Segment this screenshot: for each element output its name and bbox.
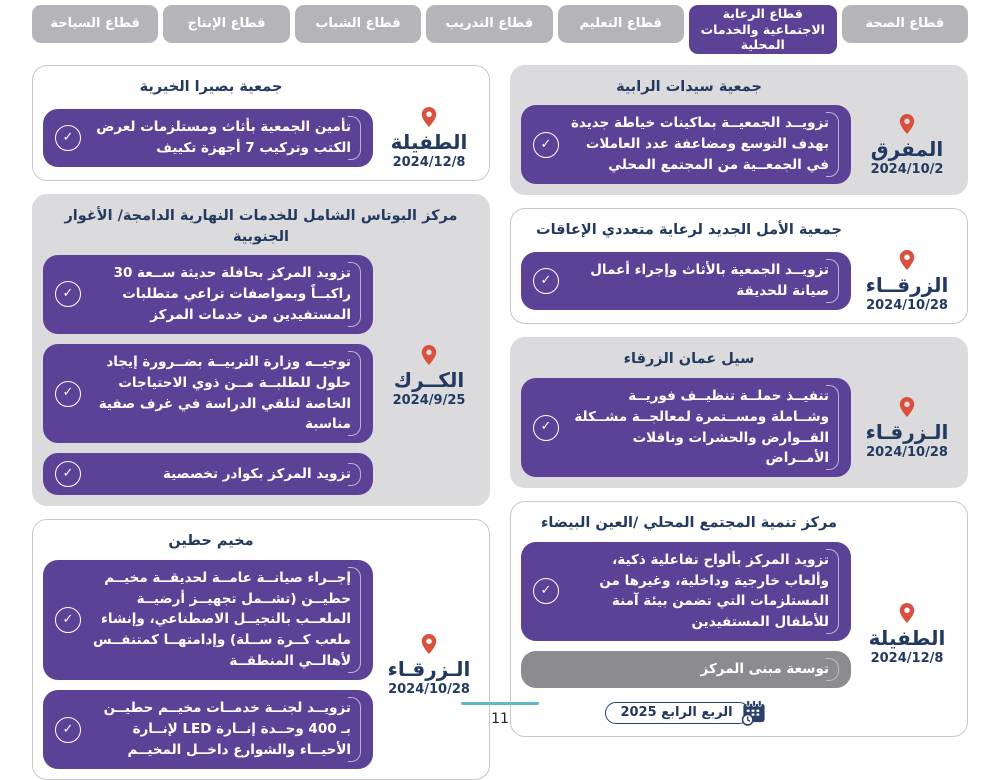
check-icon: ✓ <box>533 415 559 441</box>
project-card-new-hope-society <box>510 208 968 324</box>
location-pin-icon <box>419 632 439 656</box>
location-block <box>857 105 957 184</box>
location-pin-icon <box>897 112 917 136</box>
project-item <box>521 542 851 642</box>
location-block <box>379 105 479 170</box>
project-item-text: توجيــه وزارة التربيــة بضــرورة إيجاد حلول للطلبــة مــن ذوي الاحتياجات الخاصة لتلقي الدراسة في غرف صفية مناسبة <box>91 352 361 436</box>
right-column <box>510 65 968 737</box>
location-name: الـزرقـاء <box>865 420 949 444</box>
timeline-label: الربع الرابع 2025 <box>605 702 749 724</box>
tab-youth-sector[interactable]: قطاع الشباب <box>295 5 421 43</box>
footer-accent-line <box>461 702 539 705</box>
location-pin-icon <box>897 248 917 272</box>
check-icon: ✓ <box>55 281 81 307</box>
location-block <box>857 248 957 313</box>
location-name: الطفيلة <box>868 626 946 651</box>
card-title: سيل عمان الزرقاء <box>623 351 755 368</box>
tab-health-sector[interactable]: قطاع الصحة <box>842 5 968 43</box>
project-card-amman-zarqa-stream <box>510 337 968 488</box>
project-item-text: تنفيــذ حملــة تنظيــف فوريــة وشــاملة ومســتمرة لمعالجــة مشــكلة القــوارض والحشرات وناقلات الأمــراض <box>569 386 839 470</box>
calendar-clock-icon <box>740 699 767 726</box>
check-icon: ✓ <box>55 717 81 743</box>
check-icon: ✓ <box>533 132 559 158</box>
location-pin-icon <box>419 343 439 367</box>
location-name: الكــرك <box>393 367 465 392</box>
check-icon: ✓ <box>55 461 81 487</box>
project-item <box>43 453 373 495</box>
card-items <box>521 542 851 727</box>
check-icon: ✓ <box>55 125 81 151</box>
card-items <box>43 560 373 769</box>
card-items <box>43 105 373 170</box>
project-item-text: تزويــد الجمعية بالأثاث وإجراء أعمال صيانة للحديقة <box>569 260 839 302</box>
completion-date: 2024/10/2 <box>870 162 944 178</box>
page-footer <box>0 702 1000 727</box>
location-name: المفرق <box>870 137 944 162</box>
card-title: مركز تنمية المجتمع المحلي /العين البيضاء <box>540 515 838 532</box>
project-item-text: تزويد المركز بحافلة حديثة ســعة 30 راكبــاً وبمواصفات تراعي متطلبات المستفيدين من خدمات المركز <box>91 263 361 326</box>
project-item <box>43 255 373 334</box>
location-pin-icon <box>897 601 917 625</box>
tab-training-sector[interactable]: قطاع التدريب <box>426 5 552 43</box>
completion-date: 2024/12/8 <box>392 155 466 171</box>
tab-production-sector[interactable]: قطاع الإنتاج <box>163 5 289 43</box>
page-number: 11 <box>491 711 509 727</box>
check-icon: ✓ <box>533 268 559 294</box>
card-items <box>521 105 851 184</box>
location-block <box>379 560 479 769</box>
project-item <box>43 560 373 681</box>
location-block <box>857 378 957 478</box>
card-items <box>521 248 851 313</box>
completion-date: 2024/10/28 <box>866 298 948 314</box>
card-items <box>43 255 373 495</box>
project-item-text: تزويــد الجمعيــة بماكينات خياطة جديدة بهدف التوسع ومضاعفة عدد العاملات في الجمعــية من المجتمع المحلي <box>569 113 839 176</box>
project-item <box>43 344 373 444</box>
completion-date: 2024/9/25 <box>392 392 466 408</box>
content-area <box>0 54 1000 780</box>
card-title: جمعية الأمل الجديد لرعاية متعددي الإعاقات <box>536 222 842 239</box>
project-item-text: تزويد المركز بألواح تفاعلية ذكية، وألعاب خارجية وداخلية، وغيرها من المستلزمات التي تضمن بيئة آمنة للأطفال المستفيدين <box>569 550 839 634</box>
card-title: مركز البوتاس الشامل للخدمات النهارية الدامجة/ الأغوار الجنوبية <box>64 208 458 245</box>
card-title: جمعية بصيرا الخيرية <box>139 79 283 95</box>
check-icon: ✓ <box>533 578 559 604</box>
card-title: جمعية سيدات الرابية <box>616 79 762 95</box>
check-icon: ✓ <box>55 381 81 407</box>
completion-date: 2024/10/28 <box>388 681 470 697</box>
check-icon: ✓ <box>55 607 81 633</box>
project-item <box>521 105 851 184</box>
project-item-text: تأمين الجمعية بأثاث ومستلزمات لعرض الكتب وتركيب 7 أجهزة تكييف <box>91 117 361 159</box>
location-pin-icon <box>897 395 917 419</box>
project-item-text: إجــراء صيانــة عامــة لحديقــة مخيــم حطيــن (تشــمل تجهيــز أرضيــة الملعــب بالنجيــل الاصطناعي، وإنشاء ملعب كــرة ســلة) وإدامتهــا كمتنفــس لأهالــي المنطقــة <box>91 568 361 673</box>
location-block <box>857 542 957 727</box>
project-item <box>521 252 851 310</box>
location-name: الطفيلة <box>390 130 468 155</box>
project-card-potash-center <box>32 194 490 506</box>
card-title: مخيم حطين <box>168 533 254 550</box>
project-card-bseira-charity <box>32 65 490 181</box>
project-item <box>43 109 373 167</box>
location-block <box>379 255 479 495</box>
project-card-rabiya-women-society <box>510 65 968 195</box>
location-name: الزرقــاء <box>865 273 949 298</box>
project-item-text: تزويد المركز بكوادر تخصصية <box>91 464 361 485</box>
card-items <box>521 378 851 478</box>
location-pin-icon <box>419 105 439 129</box>
location-name: الـزرقـاء <box>387 656 471 681</box>
project-item-text: توسعة مبنى المركز <box>533 659 839 680</box>
left-column <box>32 65 490 780</box>
tab-social-care-sector[interactable]: قطاع الرعاية الاجتماعية والخدمات المحلية <box>689 5 837 54</box>
tab-education-sector[interactable]: قطاع التعليم <box>558 5 684 43</box>
project-item <box>521 378 851 478</box>
project-item-text: تزويــد لجنــة خدمــات مخيــم حطيــن بـ 400 وحــدة إنــارة LED لإنــارة الأحيــاء والشوارع داخــل المخيــم <box>91 698 361 761</box>
project-item-planned <box>521 651 851 688</box>
sector-tab-bar <box>0 0 1000 54</box>
completion-date: 2024/10/28 <box>866 445 948 460</box>
completion-date: 2024/12/8 <box>870 651 944 667</box>
tab-tourism-sector[interactable]: قطاع السياحة <box>32 5 158 43</box>
